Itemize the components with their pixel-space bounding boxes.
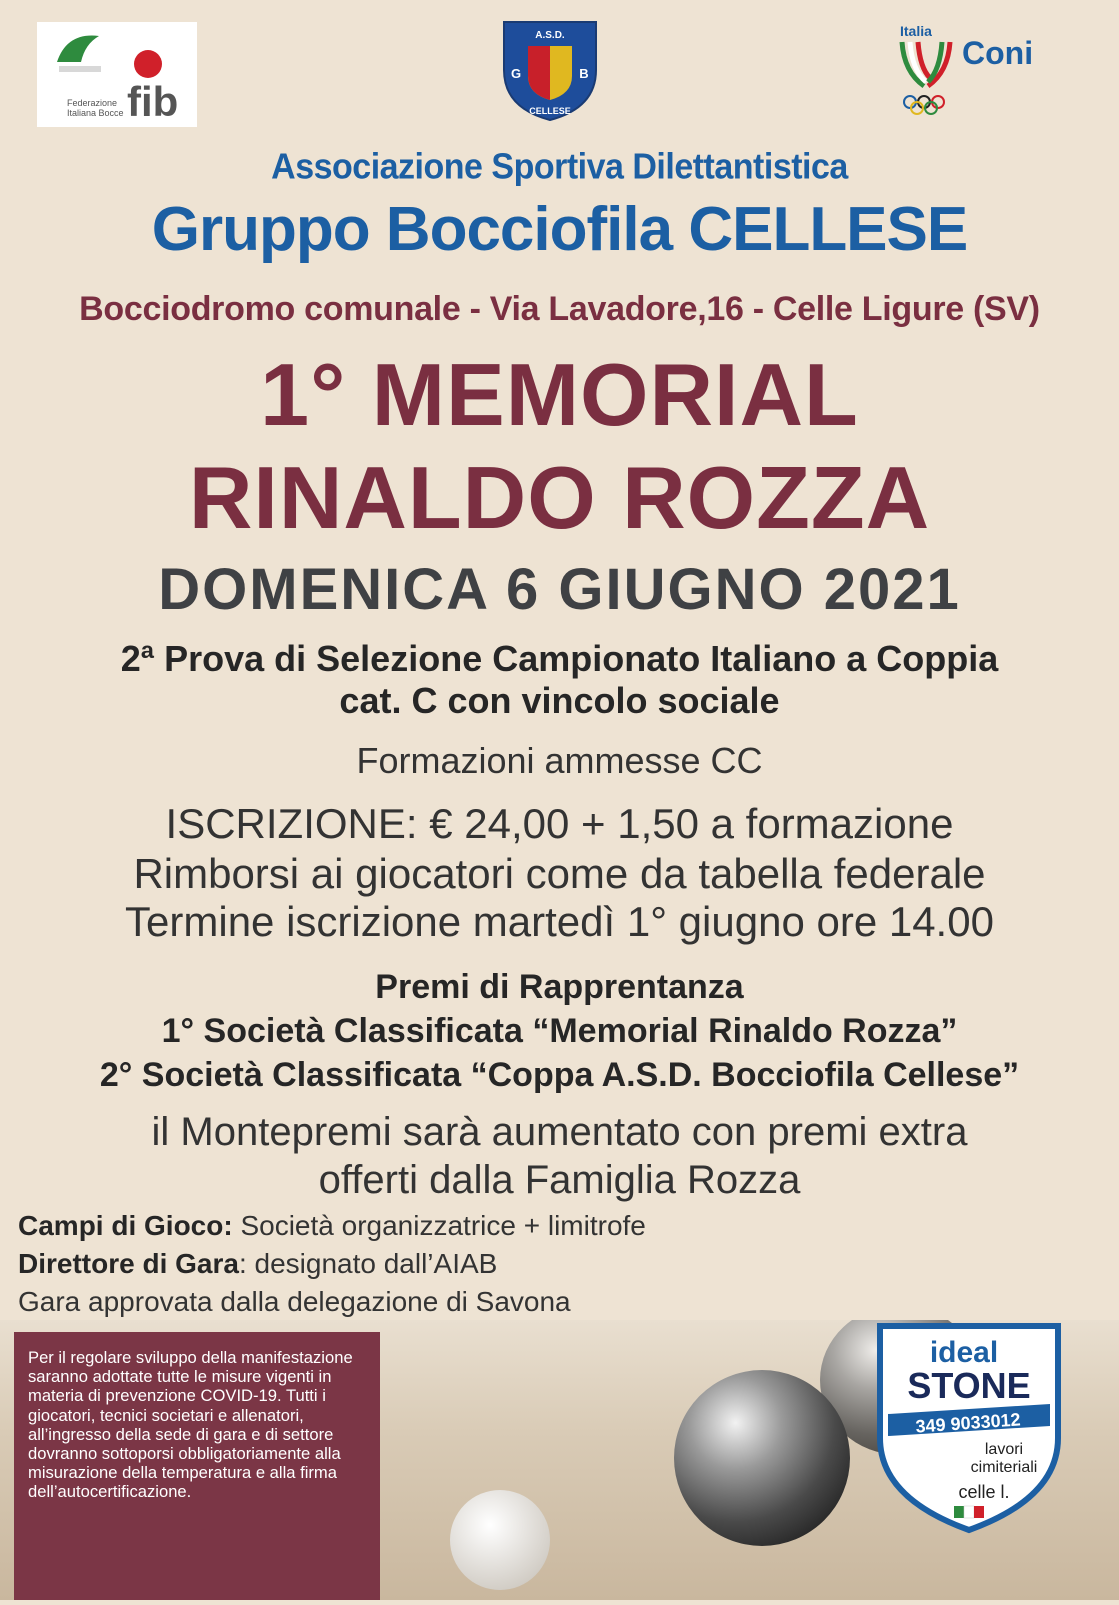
club-crest-logo [498, 16, 602, 124]
iscrizione-rimborsi: Rimborsi ai giocatori come da tabella federale [133, 850, 986, 897]
svg-text:Italiana Bocce: Italiana Bocce [67, 108, 124, 118]
event-title-line2: RINALDO ROZZA [188, 448, 931, 547]
svg-text:A.S.D.: A.S.D. [535, 30, 565, 41]
svg-text:celle l.: celle l. [958, 1482, 1010, 1502]
formazioni-ammesse: Formazioni ammesse CC [356, 740, 763, 781]
covid-notice-text: Per il regolare sviluppo della manifestazione saranno adottate tutte le misure vigenti in materia di prevenzione COVID-19. Tutti i giocatori, tecnici societari e allenatori, all’ingresso della sede di gara e di settore dovranno sottoporsi obbligatoriamente alla misurazione della temperatura e alla firma dell’autocertificazione. [28, 1348, 353, 1502]
svg-text:Federazione: Federazione [67, 98, 118, 108]
montepremi-line1: il Montepremi sarà aumentato con premi extra [151, 1110, 968, 1154]
direttore-di-gara [18, 1248, 497, 1280]
covid-notice-box [14, 1332, 380, 1600]
iscrizione-deadline: Termine iscrizione martedì 1° giugno ore 14.00 [125, 898, 994, 945]
premi-title: Premi di Rapprentanza [375, 968, 744, 1006]
direttore-label: Direttore di Gara [18, 1248, 239, 1279]
svg-text:cimiteriali: cimiteriali [970, 1459, 1038, 1476]
event-title-line1: 1° MEMORIAL [260, 345, 859, 444]
venue-address: Bocciodromo comunale - Via Lavadore,16 - Celle Ligure (SV) [79, 290, 1040, 328]
campi-di-gioco [18, 1210, 646, 1242]
iscrizione-fee: ISCRIZIONE: € 24,00 + 1,50 a formazione [165, 800, 954, 847]
club-name: Gruppo Bocciofila CELLESE [151, 195, 968, 264]
premi-first: 1° Società Classificata “Memorial Rinaldo Rozza” [161, 1012, 958, 1050]
svg-text:lavori: lavori [984, 1441, 1024, 1458]
premi-second: 2° Società Classificata “Coppa A.S.D. Bocciofila Cellese” [99, 1056, 1020, 1094]
svg-text:349 9033012: 349 9033012 [914, 1409, 1022, 1437]
campi-value: Società organizzatrice + limitrofe [232, 1210, 646, 1241]
fib-logo [37, 22, 197, 127]
ideal-stone-logo [874, 1318, 1064, 1536]
svg-text:ideal: ideal [929, 1336, 999, 1369]
direttore-value: : designato dall’AIAB [238, 1248, 498, 1279]
svg-text:Coni: Coni [962, 35, 1034, 71]
coni-logo [898, 22, 1058, 122]
association-type: Associazione Sportiva Dilettantistica [271, 147, 848, 187]
svg-text:STONE: STONE [907, 1365, 1031, 1406]
svg-text:B: B [579, 66, 589, 81]
svg-text:Italia: Italia [900, 23, 932, 39]
gara-approval: Gara approvata dalla delegazione di Savona [18, 1286, 571, 1317]
montepremi-line2: offerti dalla Famiglia Rozza [318, 1158, 801, 1202]
svg-text:fib: fib [127, 78, 179, 125]
event-date: DOMENICA 6 GIUGNO 2021 [158, 557, 961, 622]
selection-line2: cat. C con vincolo sociale [339, 680, 780, 721]
selection-line1: 2ª Prova di Selezione Campionato Italiano a Coppia [120, 638, 999, 679]
svg-text:G: G [510, 66, 522, 81]
svg-text:CELLESE: CELLESE [529, 106, 571, 116]
campi-label: Campi di Gioco: [18, 1210, 233, 1241]
